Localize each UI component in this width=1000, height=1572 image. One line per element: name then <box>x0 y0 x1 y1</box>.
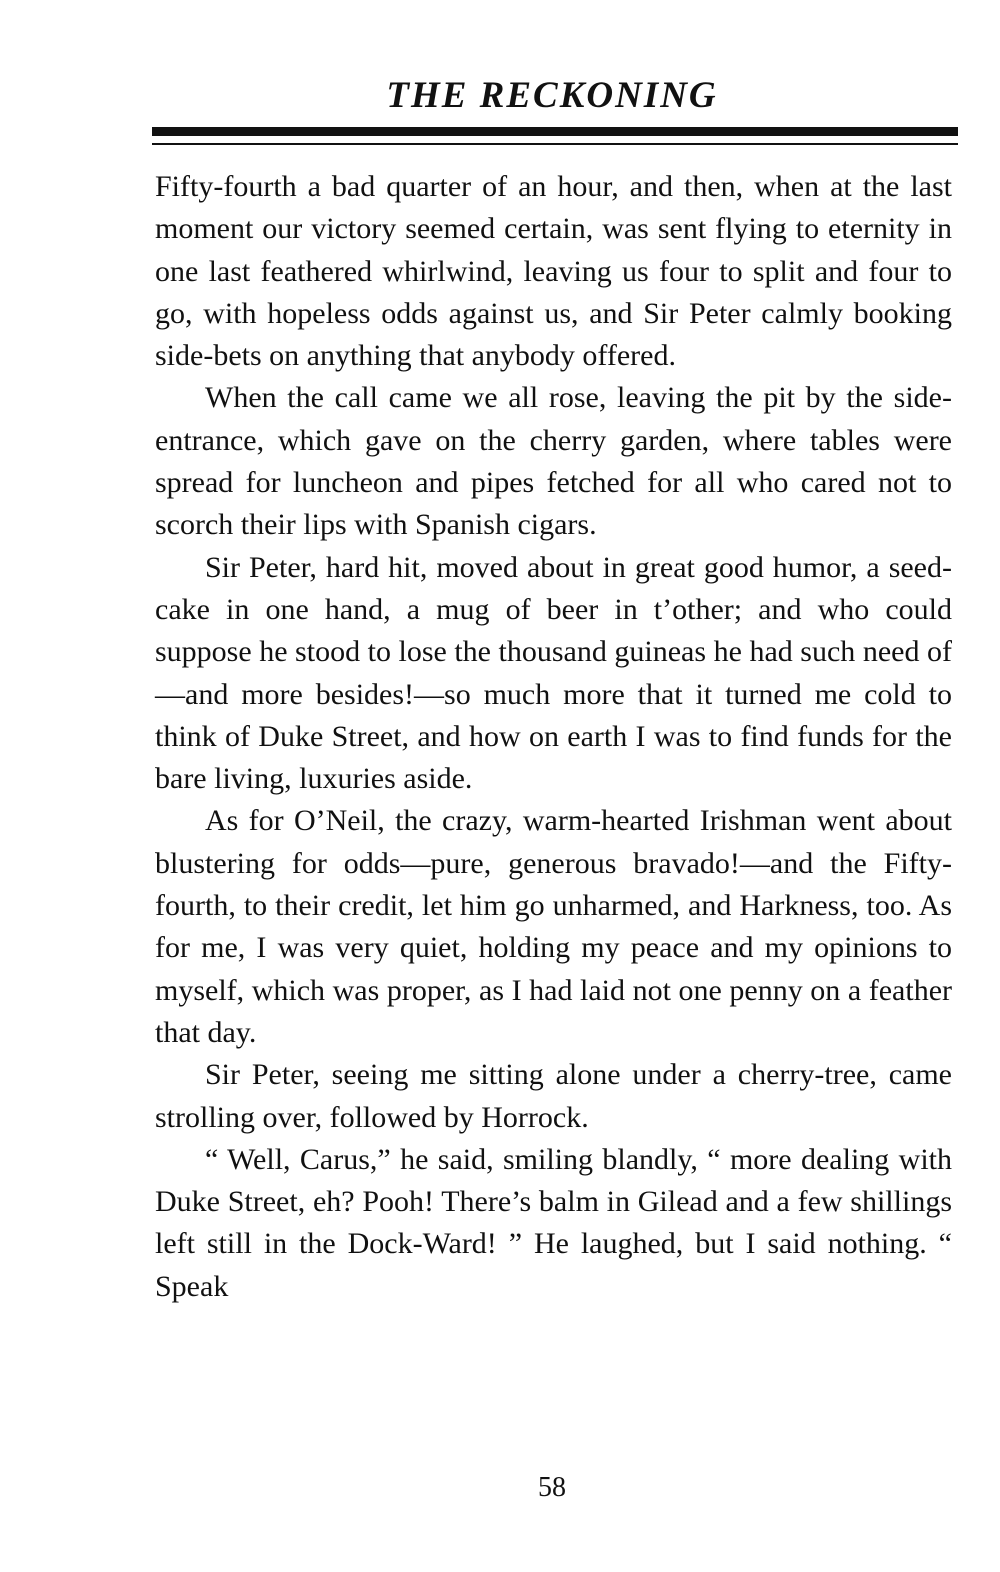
paragraph: When the call came we all rose, leaving the pit by the side-entrance, which gave on the cherry garden, where tables were spread for luncheon and pipes fetched for all who cared not to scorch their lips with Spanish cigars. <box>155 381 952 542</box>
paragraph: Fifty-fourth a bad quarter of an hour, and then, when at the last moment our victory seemed certain, was sent flying to eternity in one last feathered whirlwind, leaving us four to split and four to go, with hopeless odds against us, and Sir Peter calmly booking side-bets on anything that anybody offered. <box>155 170 952 373</box>
body-text <box>155 166 952 1308</box>
paragraph: As for O’Neil, the crazy, warm-hearted Irishman went about blustering for odds—pure, generous bravado!—and the Fifty-fourth, to their credit, let him go unharmed, and Harkness, too. As for me, I was very quiet, holding my peace and my opinions to myself, which was proper, as I had laid not one penny on a feather that day. <box>155 804 952 1049</box>
paragraph: Sir Peter, seeing me sitting alone under a cherry-tree, came strolling over, followed by Horrock. <box>155 1058 952 1134</box>
running-title: THE RECKONING <box>386 75 718 116</box>
paragraph: “ Well, Carus,” he said, smiling blandly, “ more dealing with Duke Street, eh? Pooh! There’s balm in Gilead and a few shillings left still in the Dock-Ward! ” He laughed, but I said nothing. “ Speak <box>155 1142 952 1303</box>
paragraph: Sir Peter, hard hit, moved about in great good humor, a seed-cake in one hand, a mug of beer in t’other; and who could suppose he stood to lose the thousand guineas he had such need of—and more besides!—so much more that it turned me cold to think of Duke Street, and how on earth I was to find funds for the bare living, luxuries aside. <box>155 550 952 796</box>
header-rule-thin <box>152 143 958 145</box>
page-number: 58 <box>538 1472 566 1503</box>
header-rule-thick <box>152 127 958 136</box>
